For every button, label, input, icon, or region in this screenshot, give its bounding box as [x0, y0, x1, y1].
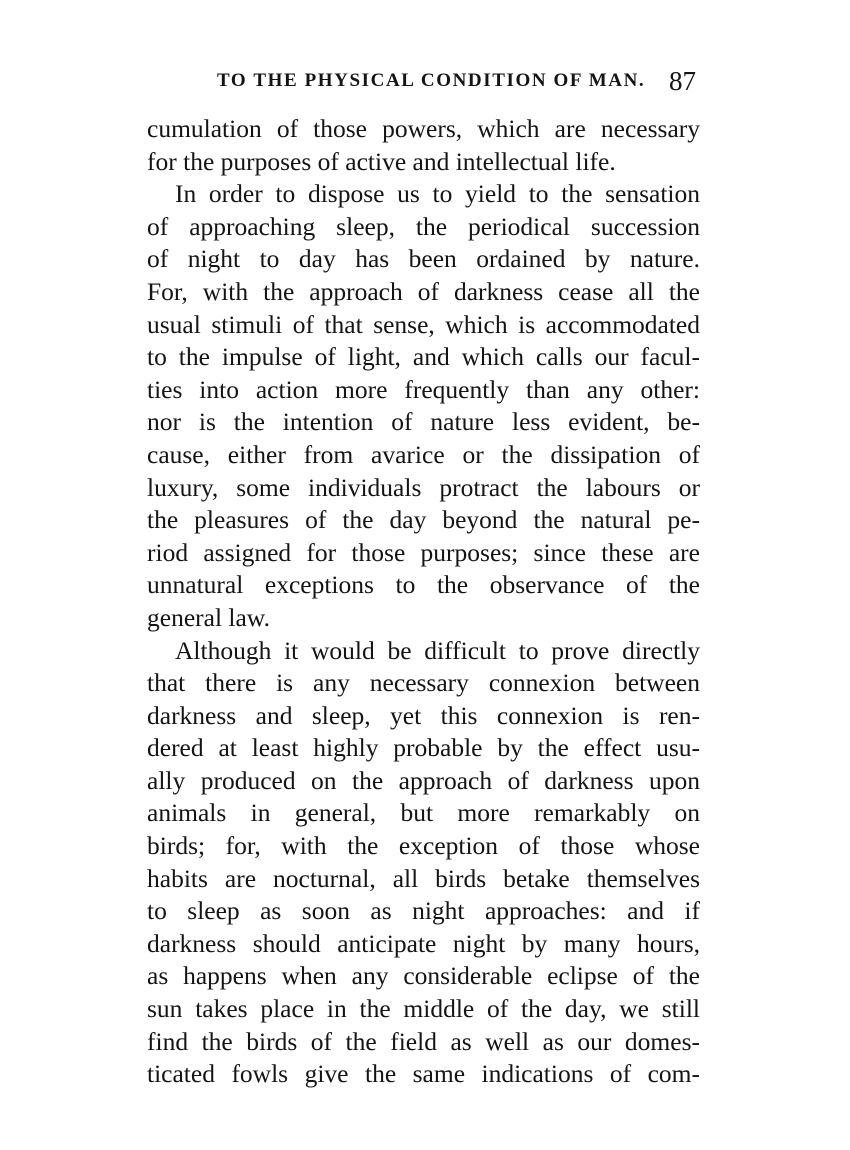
text-line: general law. — [147, 602, 270, 632]
paragraph-first-line: In order to dispose us to yield to the sensation — [175, 179, 700, 209]
text-line: of night to day has been ordained by nature. — [147, 244, 700, 274]
text-line: cumulation of those powers, which are necessary — [147, 114, 700, 143]
running-header — [147, 66, 700, 106]
text-line: ticated fowls give the same indications of com- — [147, 1059, 700, 1089]
text-line: nor is the intention of nature less evident, be- — [147, 407, 700, 437]
text-line: habits are nocturnal, all birds betake themselves — [147, 863, 700, 893]
text-line: cause, either from avarice or the dissipation of — [147, 439, 700, 469]
body-text — [147, 113, 700, 1091]
text-line: birds; for, with the exception of those whose — [147, 831, 700, 861]
text-line: ties into action more frequently than any other: — [147, 374, 700, 404]
text-line: sun takes place in the middle of the day, we still — [147, 994, 700, 1024]
text-line: ally produced on the approach of darkness upon — [147, 765, 700, 795]
text-line: luxury, some individuals protract the labours or — [147, 472, 700, 502]
text-line: usual stimuli of that sense, which is accommodated — [147, 309, 700, 339]
text-line: dered at least highly probable by the effect usu- — [147, 733, 700, 763]
paragraph-first-line: Although it would be difficult to prove directly — [175, 635, 700, 665]
text-line: darkness should anticipate night by many hours, — [147, 928, 700, 958]
running-title: TO THE PHYSICAL CONDITION OF MAN. — [217, 70, 646, 91]
text-line: of approaching sleep, the periodical succession — [147, 211, 700, 241]
text-line: animals in general, but more remarkably on — [147, 798, 700, 828]
text-line: For, with the approach of darkness cease all the — [147, 276, 700, 306]
text-line: for the purposes of active and intellectual life. — [147, 146, 616, 176]
text-line: unnatural exceptions to the observance of the — [147, 570, 700, 600]
page-number: 87 — [669, 66, 696, 96]
text-line: riod assigned for those purposes; since these are — [147, 537, 700, 567]
text-line: darkness and sleep, yet this connexion is ren- — [147, 700, 700, 730]
text-line: to sleep as soon as night approaches: and if — [147, 896, 700, 926]
text-line: the pleasures of the day beyond the natural pe- — [147, 505, 700, 535]
text-line: find the birds of the field as well as our domes- — [147, 1026, 700, 1056]
text-line: that there is any necessary connexion between — [147, 668, 700, 698]
text-line: to the impulse of light, and which calls our facul- — [147, 342, 700, 372]
text-line: as happens when any considerable eclipse of the — [147, 961, 700, 991]
